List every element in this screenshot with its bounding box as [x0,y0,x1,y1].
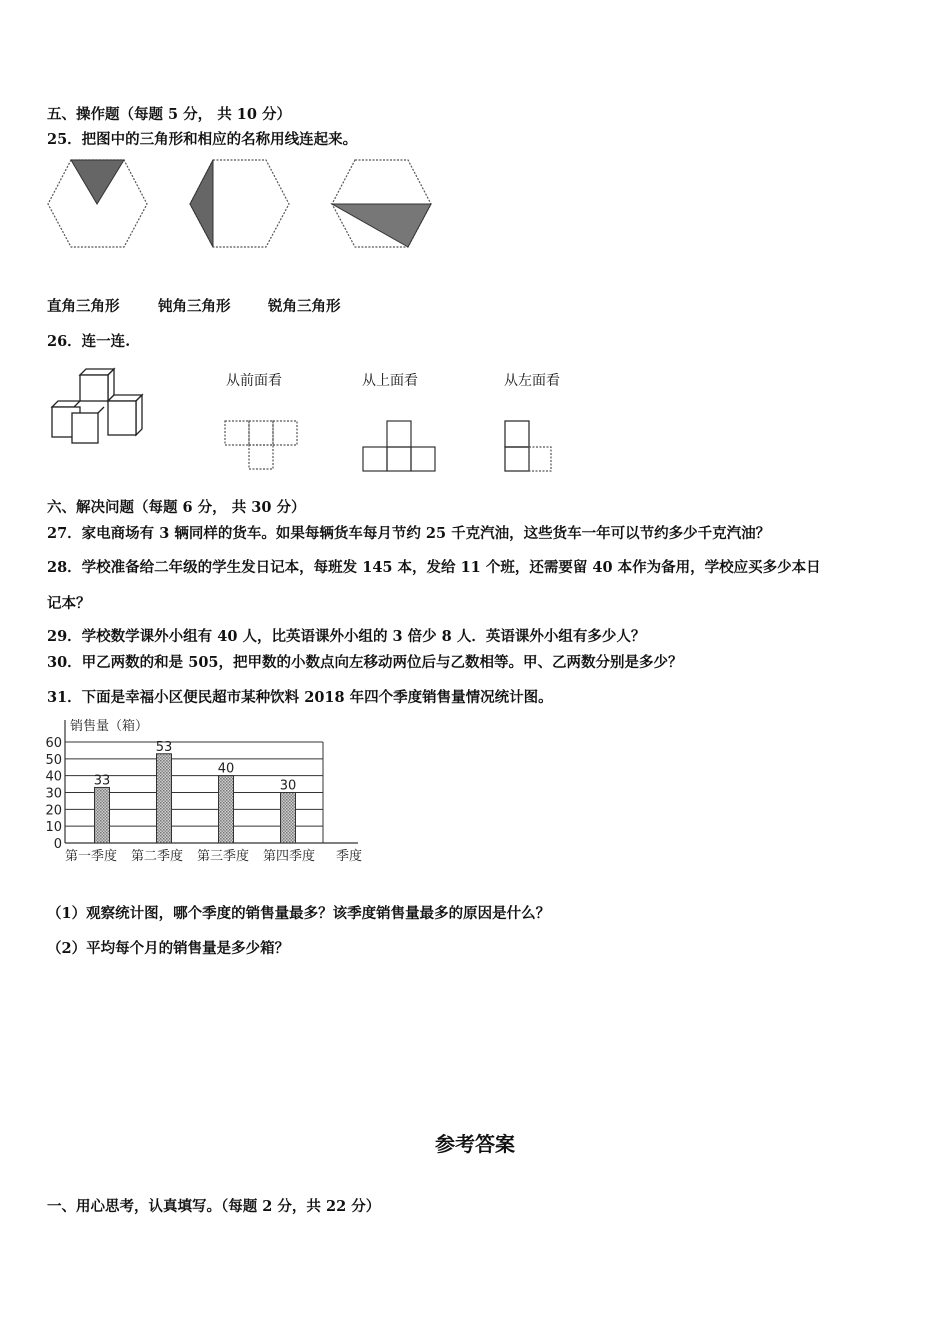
q31-sub2: （2）平均每个月的销售量是多少箱？ [47,940,290,957]
category-label: 第二季度 [131,849,184,864]
category-label: 第三季度 [197,849,250,864]
cube-stack-figure [50,367,150,447]
q29-text: 29．学校数学课外小组有 40 人，比英语课外小组的 3 倍少 8 人．英语课外小组有多少人？ [47,628,646,645]
section5-heading: 五、操作题（每题 5 分， 共 10 分） [47,106,292,123]
view-title-left: 从左面看 [504,373,560,389]
hexagon-2 [190,160,289,247]
q28-text-line2: 记本？ [47,595,91,612]
q31-sub1: （1）观察统计图，哪个季度的销售量最多？该季度销售量最多的原因是什么？ [47,905,551,922]
answers-section1: 一、用心思考，认真填写。（每题 2 分，共 22 分） [47,1198,381,1215]
answers-title: 参考答案 [435,1132,515,1156]
label-acute-triangle: 锐角三角形 [268,298,341,315]
q30-text: 30．甲乙两数的和是 505，把甲数的小数点向左移动两位后与乙数相等。甲、乙两数分别是多少？ [47,654,683,671]
y-tick-label: 20 [45,803,62,819]
bar-4 [281,793,296,844]
y-tick-label: 10 [45,820,62,836]
view-title-top: 从上面看 [362,373,418,389]
q28-text-line1: 28．学校准备给二年级的学生发日记本，每班发 145 本，发给 11 个班，还需要留 40 本作为备用，学校应买多少本日 [47,559,821,576]
bar-value-label: 40 [217,761,235,777]
bar-2 [157,754,172,843]
bar-value-label: 53 [155,739,173,755]
chart-xlabel: 季度 [336,849,363,864]
bar-value-label: 33 [93,773,111,789]
category-label: 第一季度 [65,849,118,864]
y-tick-label: 50 [45,752,62,768]
y-tick-label: 60 [45,736,62,751]
y-tick-label: 30 [45,786,62,802]
q27-text: 27．家电商场有 3 辆同样的货车。如果每辆货车每月节约 25 千克汽油，这些货车一年可以节约多少千克汽油？ [47,525,771,542]
chart-ylabel: 销售量（箱） [70,719,149,734]
bar-3 [219,776,234,843]
section6-heading: 六、解决问题（每题 6 分， 共 30 分） [47,499,306,516]
bar-value-label: 30 [279,778,297,794]
hexagon-3 [332,160,431,247]
q26-text: 26．连一连. [47,333,131,350]
sales-bar-chart [40,712,380,870]
label-right-triangle: 直角三角形 [47,298,120,315]
left-view-figure [502,418,558,474]
hexagon-1 [48,160,147,247]
label-obtuse-triangle: 钝角三角形 [158,298,231,315]
top-view-figure [361,418,441,474]
q25-text: 25．把图中的三角形和相应的名称用线连起来。 [47,131,358,148]
y-tick-label: 0 [53,837,62,852]
front-view-figure [222,418,302,473]
y-tick-label: 40 [45,769,62,785]
view-title-front: 从前面看 [226,373,282,389]
category-label: 第四季度 [263,849,316,864]
q25-hexagon-figures [46,158,436,250]
bar-1 [95,787,110,843]
q31-text: 31．下面是幸福小区便民超市某种饮料 2018 年四个季度销售量情况统计图。 [47,689,553,706]
